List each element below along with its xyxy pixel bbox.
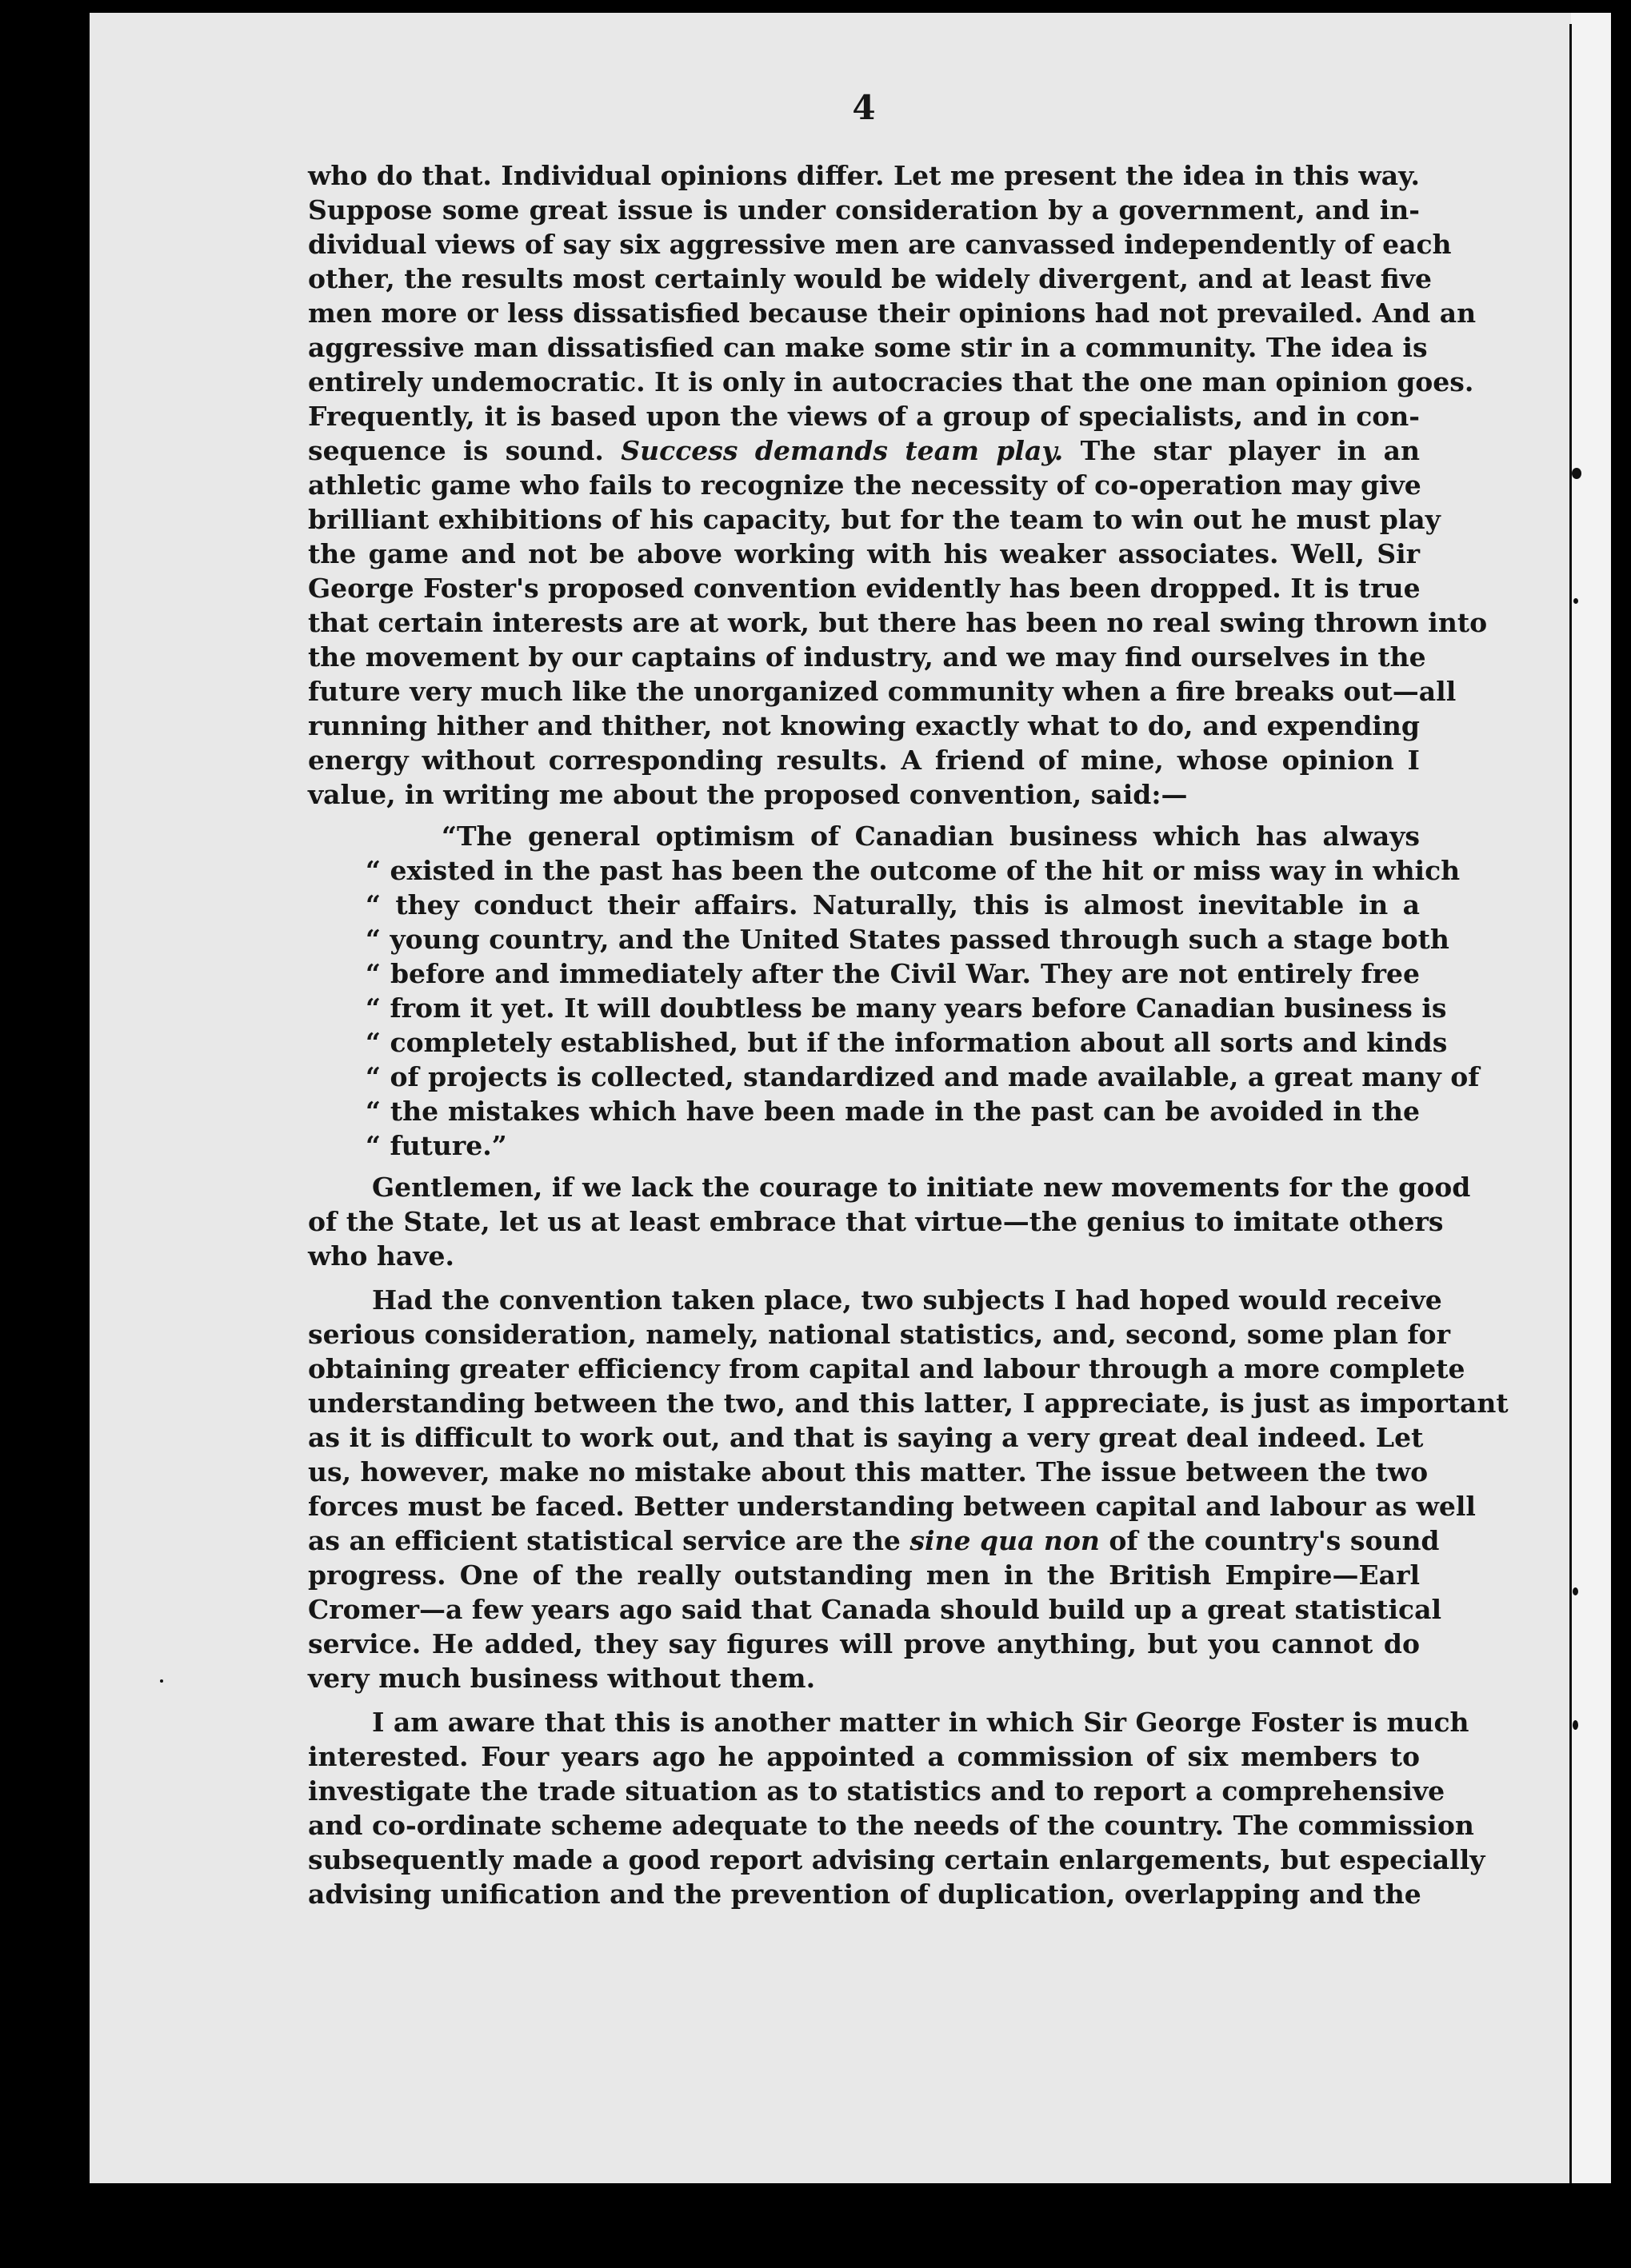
text-line: service. He added, they say figures will prove anything, but you cannot do — [308, 1628, 1420, 1659]
text-line: value, in writing me about the proposed convention, said:— — [308, 779, 1188, 810]
text-line: dividual views of say six aggressive men are canvassed independently of each — [308, 229, 1452, 260]
text-line: advising unification and the prevention of duplication, overlapping and the — [308, 1879, 1421, 1910]
page-number: 4 — [852, 88, 876, 127]
italic-phrase: Success demands team play. — [621, 435, 1064, 466]
text-line: subsequently made a good report advising certain enlargements, but especially — [308, 1844, 1485, 1875]
text-line: investigate the trade situation as to statistics and to report a comprehensive — [308, 1775, 1445, 1807]
text-line: obtaining greater efficiency from capital and labour through a more complete — [308, 1353, 1465, 1384]
text-line: progress. One of the really outstanding men in the British Empire—Earl — [308, 1559, 1420, 1591]
text-line: other, the results most certainly would be widely divergent, and at least five — [308, 263, 1432, 294]
text-line: of the State, let us at least embrace that virtue—the genius to imitate others — [308, 1206, 1444, 1237]
text-line: aggressive man dissatisfied can make some stir in a community. The idea is — [308, 332, 1428, 363]
scan-speck — [1573, 1720, 1578, 1730]
text-line: very much business without them. — [308, 1663, 816, 1694]
italic-phrase: sine qua non — [909, 1525, 1100, 1556]
text-line: I am aware that this is another matter in which Sir George Foster is much — [372, 1707, 1469, 1738]
scan-speck — [1573, 598, 1578, 604]
quote-line: “ existed in the past has been the outcome of the hit or miss way in which — [366, 855, 1461, 886]
quote-line: “ young country, and the United States passed through such a stage both — [366, 924, 1449, 955]
text-line: us, however, make no mistake about this matter. The issue between the two — [308, 1456, 1429, 1487]
text-line: as an efficient statistical service are the sine qua non of the country's sound — [308, 1525, 1440, 1556]
text-line: understanding between the two, and this latter, I appreciate, is just as important — [308, 1388, 1509, 1419]
page-fold-line — [1569, 24, 1572, 2183]
text-line: Cromer—a few years ago said that Canada should build up a great statistical — [308, 1594, 1441, 1625]
scan-speck — [160, 1679, 163, 1683]
text-line: athletic game who fails to recognize the necessity of co-operation may give — [308, 469, 1421, 501]
text-line: running hither and thither, not knowing exactly what to do, and expending — [308, 710, 1420, 741]
text-line: sequence is sound. Success demands team play. The star player in an — [308, 435, 1420, 466]
text-line: men more or less dissatisfied because their opinions had not prevailed. And an — [308, 297, 1477, 329]
text-line: as it is difficult to work out, and that is saying a very great deal indeed. Let — [308, 1422, 1424, 1453]
scan-speck — [1572, 468, 1581, 479]
quote-line: “The general optimism of Canadian business which has always — [442, 821, 1420, 852]
text-line: and co-ordinate scheme adequate to the needs of the country. The commission — [308, 1810, 1474, 1841]
quote-line: “ completely established, but if the information about all sorts and kinds — [366, 1027, 1448, 1058]
text-line: serious consideration, namely, national statistics, and, second, some plan for — [308, 1319, 1450, 1350]
text-line: brilliant exhibitions of his capacity, but for the team to win out he must play — [308, 504, 1441, 535]
quote-line: “ they conduct their affairs. Naturally, this is almost inevitable in a — [366, 889, 1420, 920]
text-line: Gentlemen, if we lack the courage to initiate new movements for the good — [372, 1172, 1471, 1203]
text-line: Frequently, it is based upon the views of a group of specialists, and in con- — [308, 401, 1420, 432]
text-line: Had the convention taken place, two subjects I had hoped would receive — [372, 1284, 1442, 1316]
text-line: who have. — [308, 1240, 454, 1272]
scan-speck — [1573, 1587, 1578, 1595]
text-line: the game and not be above working with his weaker associates. Well, Sir — [308, 538, 1420, 569]
quote-line: “ future.” — [366, 1130, 507, 1161]
text-line: energy without corresponding results. A friend of mine, whose opinion I — [308, 745, 1420, 776]
text-line: Suppose some great issue is under consideration by a government, and in- — [308, 194, 1420, 226]
text-line: George Foster's proposed convention evidently has been dropped. It is true — [308, 573, 1421, 604]
quote-line: “ of projects is collected, standardized and made available, a great many of — [366, 1061, 1480, 1092]
quote-line: “ from it yet. It will doubtless be many years before Canadian business is — [366, 992, 1447, 1024]
facing-page-edge — [1571, 13, 1611, 2183]
text-line: entirely undemocratic. It is only in autocracies that the one man opinion goes. — [308, 366, 1474, 397]
text-line: future very much like the unorganized community when a fire breaks out—all — [308, 676, 1457, 707]
text-line: interested. Four years ago he appointed a commission of six members to — [308, 1741, 1420, 1772]
quote-line: “ the mistakes which have been made in the past can be avoided in the — [366, 1096, 1420, 1127]
text-line: that certain interests are at work, but there has been no real swing thrown into — [308, 607, 1488, 638]
quote-line: “ before and immediately after the Civil War. They are not entirely free — [366, 958, 1420, 989]
text-line: the movement by our captains of industry, and we may find ourselves in the — [308, 641, 1426, 673]
text-line: forces must be faced. Better understanding between capital and labour as well — [308, 1491, 1476, 1522]
text-line: who do that. Individual opinions differ. Let me present the idea in this way. — [308, 160, 1420, 191]
